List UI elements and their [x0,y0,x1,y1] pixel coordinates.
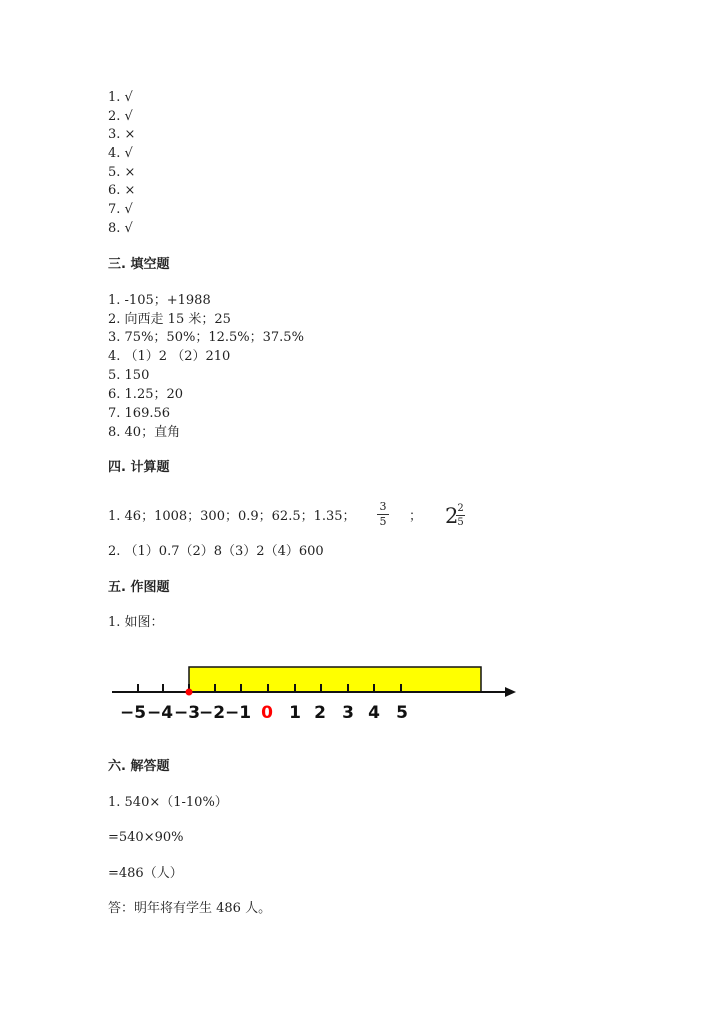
tick-label: −1 [224,703,252,723]
fill-blank-item: 5. 150 [108,368,150,383]
solution-line: 答：明年将有学生 486 人。 [108,901,272,916]
separator: ； [409,509,423,524]
highlight-bar [189,667,481,692]
solution-line: =486（人） [108,866,183,881]
section-title-solution: 六. 解答题 [108,759,170,774]
tick-label: 1 [289,703,301,723]
judgement-item: 8. √ [108,221,133,236]
judgement-item: 7. √ [108,202,133,217]
tick-label: 0 [261,703,273,723]
judgement-item: 5. × [108,165,136,180]
fraction-numerator: 3 [379,500,387,513]
tick-label: 5 [396,703,408,723]
judgement-item: 1. √ [108,90,133,105]
axis-arrow-icon [505,687,516,697]
fill-blank-item: 3. 75%；50%；12.5%；37.5% [108,330,304,345]
tick-label: −3 [173,703,201,723]
section-title-calculation: 四. 计算题 [108,460,170,475]
solution-line: 1. 540×（1-10%） [108,795,228,810]
mixed-numerator: 2 [457,503,464,514]
tick-label: −2 [198,703,226,723]
solution-line: =540×90% [108,830,184,845]
start-point-marker [186,689,193,696]
tick-label: 3 [342,703,354,723]
fill-blank-item: 4. （1）2 （2）210 [108,349,231,364]
mixed-number-whole: 2 [445,504,459,528]
tick-label: −4 [146,703,174,723]
judgement-item: 3. × [108,127,136,142]
tick-label: 4 [368,703,380,723]
fill-blank-item: 1. -105；+1988 [108,293,211,308]
section-title-fill-blank: 三. 填空题 [108,257,170,272]
judgement-item: 6. × [108,183,136,198]
fill-blank-item: 7. 169.56 [108,406,171,421]
calculation-item-2: 2. （1）0.7（2）8（3）2（4）600 [108,544,324,559]
tick-label: 2 [314,703,326,723]
section-title-drawing: 五. 作图题 [108,580,170,595]
fill-blank-item: 8. 40；直角 [108,425,181,440]
tick-label: −5 [119,703,147,723]
calculation-item-1: 1. 46；1008；300；0.9；62.5；1.35； [108,509,356,524]
mixed-denominator: 5 [457,517,464,528]
fill-blank-item: 2. 向西走 15 米；25 [108,312,231,327]
drawing-item-1: 1. 如图： [108,615,164,630]
fill-blank-item: 6. 1.25；20 [108,387,184,402]
judgement-item: 4. √ [108,146,133,161]
judgement-item: 2. √ [108,109,133,124]
fraction-denominator: 5 [379,515,387,528]
